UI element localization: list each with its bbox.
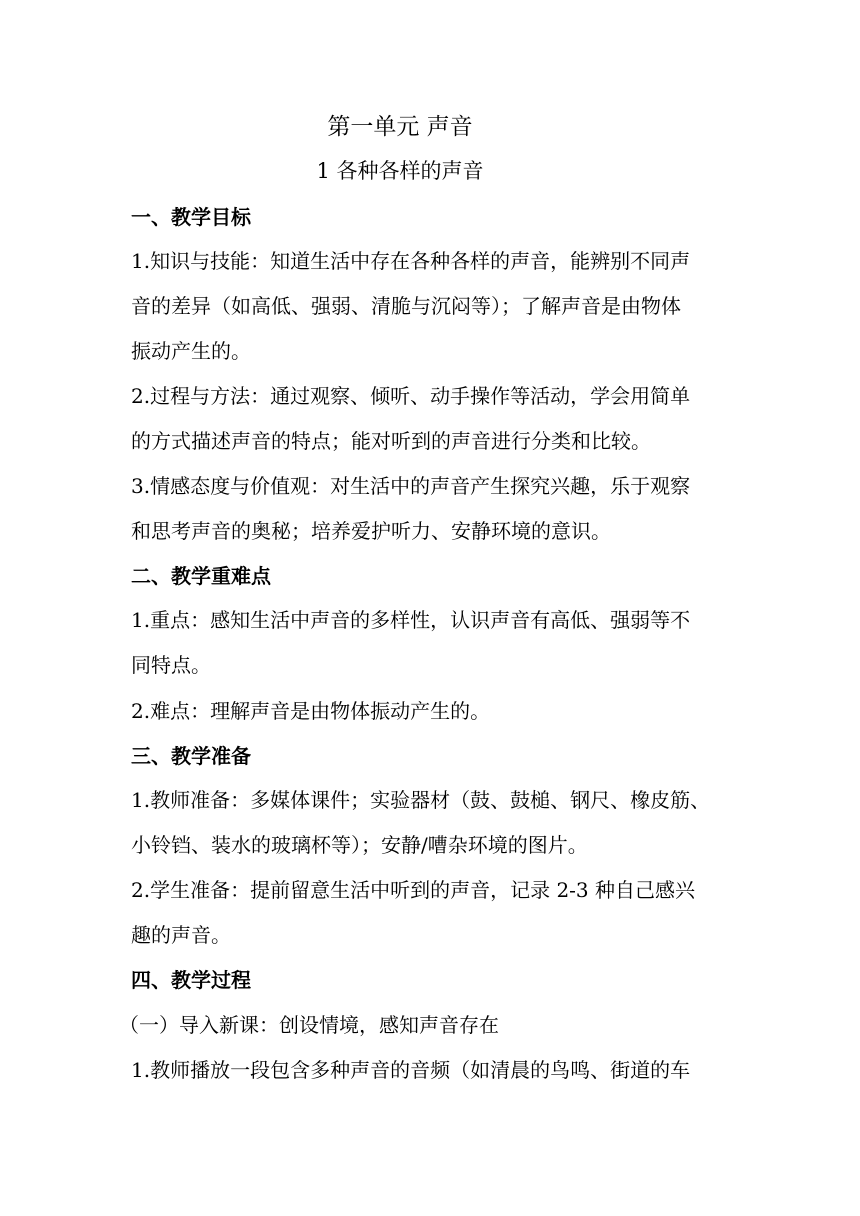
body-line: 2.难点：理解声音是由物体振动产生的。 [131, 699, 491, 723]
body-line: 2.学生准备：提前留意生活中听到的声音，记录 2-3 种自己感兴 [131, 878, 696, 902]
body-line: 1.重点：感知生活中声音的多样性，认识声音有高低、强弱等不 [131, 608, 691, 632]
body-line: 趣的声音。 [131, 923, 231, 947]
body-line: 3.情感态度与价值观：对生活中的声音产生探究兴趣，乐于观察 [131, 474, 691, 498]
body-line: 1.知识与技能：知道生活中存在各种各样的声音，能辨别不同声 [131, 249, 691, 273]
body-line: 2.过程与方法：通过观察、倾听、动手操作等活动，学会用简单 [131, 384, 691, 408]
section-heading: 四、教学过程 [131, 968, 251, 992]
body-line: 小铃铛、装水的玻璃杯等）；安静/嘈杂环境的图片。 [131, 833, 588, 857]
body-line: 振动产生的。 [131, 339, 251, 363]
body-line: 1.教师播放一段包含多种声音的音频（如清晨的鸟鸣、街道的车 [131, 1058, 691, 1082]
body-line: 和思考声音的奥秘；培养爱护听力、安静环境的意识。 [131, 519, 611, 543]
section-heading: 三、教学准备 [131, 744, 251, 768]
body-line: 1.教师准备：多媒体课件；实验器材（鼓、鼓槌、钢尺、橡皮筋、 [131, 788, 711, 812]
body-line: 的方式描述声音的特点；能对听到的声音进行分类和比较。 [131, 429, 651, 453]
section-heading: 一、教学目标 [131, 205, 251, 229]
body-line: 同特点。 [131, 653, 211, 677]
subsection-heading: （一）导入新课：创设情境，感知声音存在 [119, 1013, 499, 1037]
body-line: 音的差异（如高低、强弱、清脆与沉闷等）；了解声音是由物体 [131, 294, 681, 318]
section-heading: 二、教学重难点 [131, 564, 271, 588]
lesson-title: 1 各种各样的声音 [316, 159, 484, 183]
unit-title: 第一单元 声音 [327, 114, 473, 140]
